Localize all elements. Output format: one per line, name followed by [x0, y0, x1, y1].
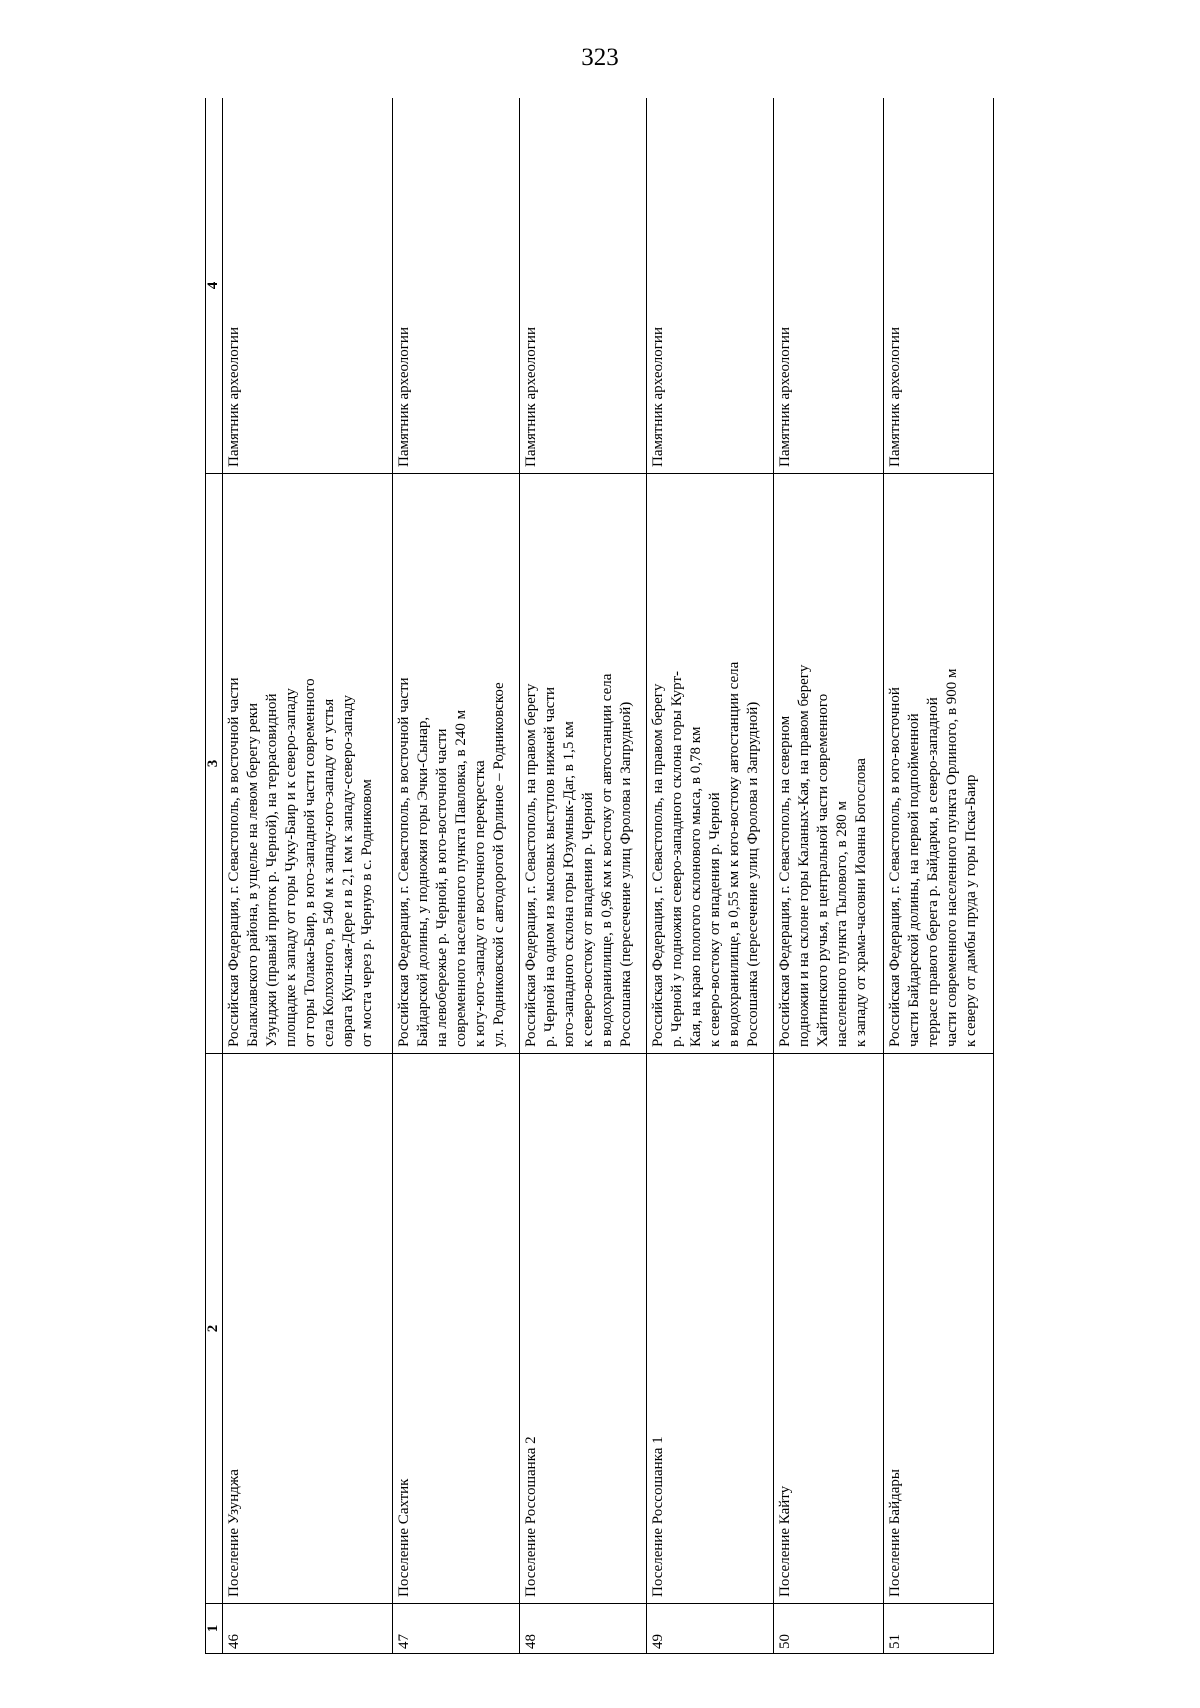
table-row	[646, 98, 773, 1654]
table-row	[222, 98, 392, 1654]
location-line: Узунджи (правый приток р. Черной), на террасовидной	[263, 693, 280, 1047]
location-line: современного населенного пункта Павловка, в 240 м	[452, 709, 469, 1047]
monument-category: Памятник археологии	[773, 98, 883, 474]
monument-name: Поселение Узунджа	[222, 1054, 392, 1604]
location-line: на левобережье р. Черной, в юго-восточной части	[433, 728, 450, 1047]
header-col-1: 1	[206, 1604, 223, 1654]
monument-location	[519, 474, 646, 1054]
table-row	[519, 98, 646, 1654]
page-number: 323	[581, 44, 619, 71]
location-line: населенного пункта Тылового, в 280 м	[833, 800, 850, 1047]
location-line: ул. Родниковской с автодорогой Орлиное – Родниковское	[490, 682, 507, 1047]
header-col-4: 4	[206, 98, 223, 474]
location-line: к северо-востоку от впадения р. Черной	[706, 792, 723, 1047]
row-number: 47	[392, 1604, 519, 1654]
table-row	[773, 98, 883, 1654]
location-line: р. Черной у подножия северо-западного склона горы Курт-	[668, 671, 685, 1047]
monument-category: Памятник археологии	[222, 98, 392, 474]
location-line: террасе правого берега р. Байдарки, в северо-западной	[924, 697, 941, 1047]
row-number: 50	[773, 1604, 883, 1654]
location-line: Российская Федерация, г. Севастополь, в юго-восточной	[886, 687, 903, 1047]
row-number: 51	[883, 1604, 993, 1654]
table-row	[883, 98, 993, 1654]
monument-name: Поселение Байдары	[883, 1054, 993, 1604]
location-line: подножии и на склоне горы Каланых-Кая, на правом берегу	[795, 664, 812, 1047]
location-line: Российская Федерация, г. Севастополь, на правом берегу	[522, 683, 539, 1047]
monuments-table	[205, 98, 994, 1654]
header-col-2: 2	[206, 1054, 223, 1604]
monument-name: Поселение Россошанка 2	[519, 1054, 646, 1604]
table-row	[392, 98, 519, 1654]
monument-location	[392, 474, 519, 1054]
row-number: 49	[646, 1604, 773, 1654]
monument-name: Поселение Сахтик	[392, 1054, 519, 1604]
monument-name: Поселение Россошанка 1	[646, 1054, 773, 1604]
location-line: Российская Федерация, г. Севастополь, в восточной части	[395, 677, 412, 1047]
location-line: оврага Куш-кая-Дере и в 2,1 км к западу-северо-западу	[340, 694, 357, 1047]
location-line: юго-западного склона горы Юзумнык-Даг, в 1,5 км	[560, 721, 577, 1047]
location-line: к югу-юго-западу от восточного перекрестка	[471, 760, 488, 1047]
location-line: Россошанка (пересечение улиц Фролова и Запрудной)	[744, 701, 761, 1047]
location-line: села Колхозного, в 540 м к западу-юго-западу от устья	[320, 698, 337, 1047]
location-line: Российская Федерация, г. Севастополь, на правом берегу	[649, 683, 666, 1047]
location-line: Кая, на краю пологого склонового мыса, в 0,78 км	[687, 726, 704, 1047]
row-number: 48	[519, 1604, 646, 1654]
rotated-table-container	[205, 98, 1079, 1654]
location-line: к северу от дамбы пруда у горы Пска-Баир	[962, 774, 979, 1047]
location-line: в водохранилище, в 0,55 км к юго-востоку автостанции села	[725, 661, 742, 1047]
header-row	[206, 98, 223, 1654]
location-line: Балаклавского района, в ущелье на левом берегу реки	[244, 703, 261, 1047]
location-line: Российская Федерация, г. Севастополь, в восточной части	[225, 677, 242, 1047]
location-line: в водохранилище, в 0,96 км к востоку от автостанции села	[598, 673, 615, 1047]
table-body	[222, 98, 993, 1654]
monument-location	[646, 474, 773, 1054]
location-line: от горы Толака-Баир, в юго-западной части современного	[301, 678, 318, 1047]
monument-category: Памятник археологии	[392, 98, 519, 474]
header-col-3: 3	[206, 474, 223, 1054]
monument-category: Памятник археологии	[519, 98, 646, 474]
location-line: Байдарской долины, у подножия горы Эчки-Сынар,	[414, 716, 431, 1047]
location-line: к западу от храма-часовни Иоанна Богослова	[852, 758, 869, 1047]
monument-location	[773, 474, 883, 1054]
location-line: Российская Федерация, г. Севастополь, на северном	[776, 715, 793, 1047]
location-line: р. Черной на одном из мысовых выступов нижней части	[541, 686, 558, 1047]
location-line: Россошанка (пересечение улиц Фролова и Запрудной)	[617, 701, 634, 1047]
monument-name: Поселение Кайту	[773, 1054, 883, 1604]
monument-location	[883, 474, 993, 1054]
row-number: 46	[222, 1604, 392, 1654]
location-line: к северо-востоку от впадения р. Черной	[579, 792, 596, 1047]
location-line: площадке к западу от горы Чуку-Баир и к северо-западу	[282, 688, 299, 1047]
location-line: части современного населенного пункта Орлиного, в 900 м	[943, 668, 960, 1047]
location-line: части Байдарской долины, на первой подпойменной	[905, 713, 922, 1047]
monument-location	[222, 474, 392, 1054]
monument-category: Памятник археологии	[646, 98, 773, 474]
monument-category: Памятник археологии	[883, 98, 993, 474]
location-line: от моста через р. Черную в с. Родниковом	[359, 779, 376, 1047]
location-line: Хайтинского ручья, в центральной части современного	[814, 693, 831, 1047]
rotated-table-canvas	[205, 98, 1079, 1654]
